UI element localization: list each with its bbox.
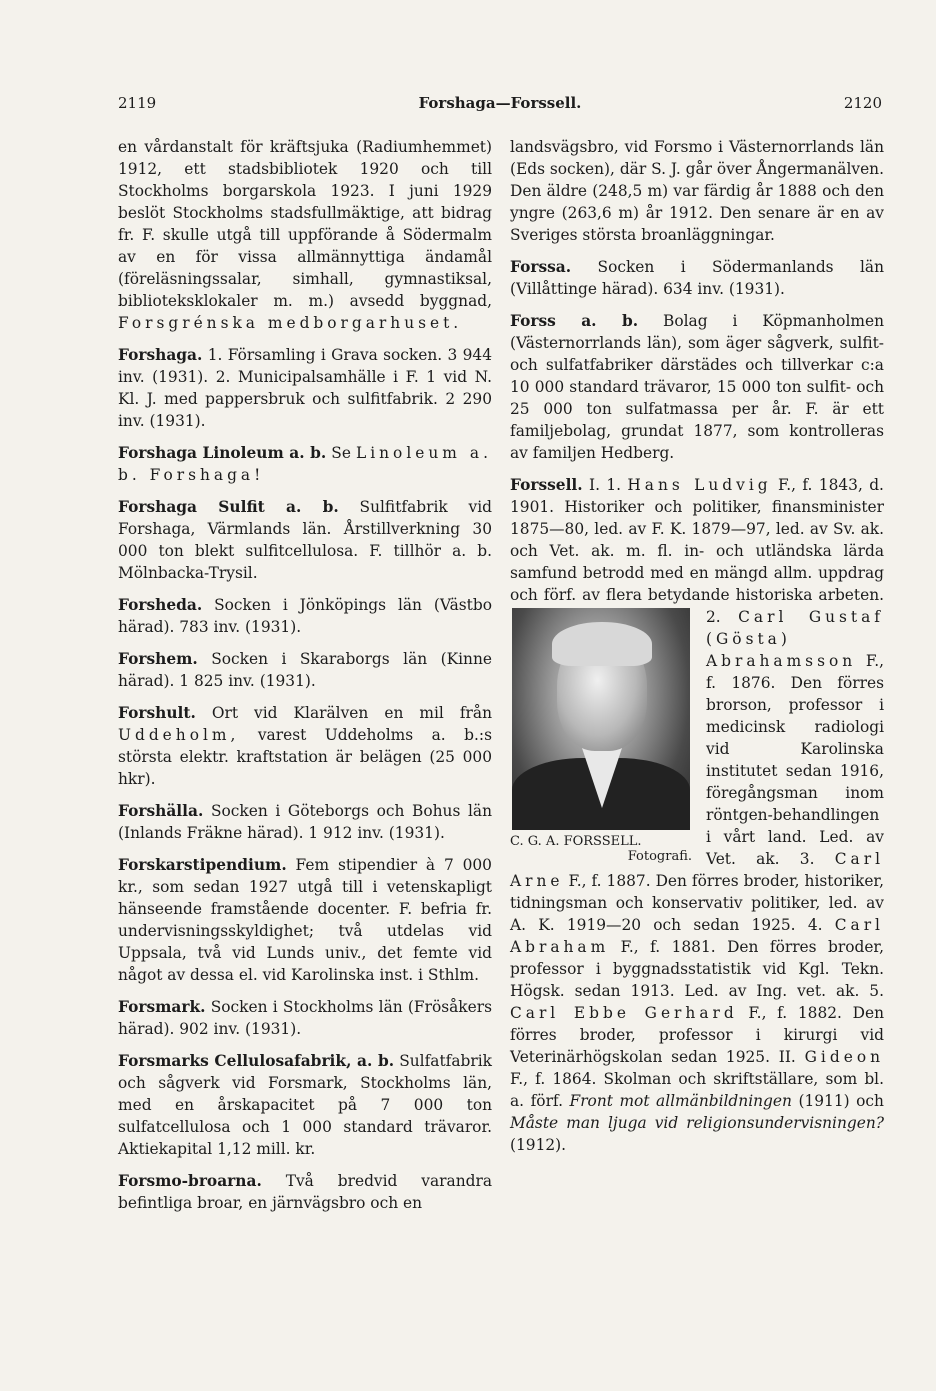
- entry-forsmo-broarna: Forsmo-broarna. Två bredvid varandra befintliga broar, en järnvägsbro och en: [118, 1172, 492, 1212]
- entry-forsmarks-cellulosafabrik: Forsmarks Cellulosafabrik, a. b. Sulfatfabrik och sågverk vid Forsmark, Stockholms län, med en årskapacitet på 7 000 ton sulfatcellulosa och 1 000 standard trävaror. Aktiekapital 1,12 mill. kr.: [118, 1052, 492, 1158]
- entry-forskarstipendium: Forskarstipendium. Fem stipendier à 7 000 kr., som sedan 1927 utgå till i vetenskapligt hänseende framstående docenter. F. befria fr. undervisningsskyldighet; två utdelas vid Uppsala, två vid Lunds univ., det femte vid något av dessa el. vid Karolinska inst. i Sthlm.: [118, 856, 492, 984]
- headword: Forsmo-broarna.: [118, 1172, 262, 1190]
- entry-forshaga-sulfit: Forshaga Sulfit a. b. Sulfitfabrik vid Forshaga, Värmlands län. Årstillverkning 30 000 ton blekt sulfitcellulosa. F. tillhör a. b. Mölnbacka-Trysil.: [118, 498, 492, 582]
- entry-forshaga-linoleum: Forshaga Linoleum a. b. Se Linoleum a. b. Forshaga!: [118, 444, 492, 484]
- entry-forsmark: Forsmark. Socken i Stockholms län (Frösåkers härad). 902 inv. (1931).: [118, 998, 492, 1038]
- headword: Forssell.: [510, 476, 583, 494]
- entry-forssell: Forssell. I. 1. Hans Ludvig F., f. 1843, d. 1901. Historiker och politiker, finansminister 1875—80, led. av F. K. 1879—97, led. av Sv. ak. och Vet. ak. m. fl. in- och utländska lärda samfund betrodd med en mängd allm. uppdrag och förf. av flera betydande historiska arbeten. 2. C. G. A. FORSSELL. Fotografi. Carl Gustaf (Gösta) Abrahamsson F., f. 1876. Den förres brorson, professor i medicinsk radiologi vid Karolinska institutet sedan 1916, föregångsman inom röntgen-behandlingen i vårt land. Led. av Vet. ak. 3. Carl Arne F., f. 1887. Den förres broder, historiker, tidningsman och konservativ politiker, led. av A. K. 1919—20 och sedan 1925. 4. Carl Abraham F., f. 1881. Den förres broder, professor i byggnadsstatistik vid Kgl. Tekn. Högsk. sedan 1913. Led. av Ing. vet. ak. 5. Carl Ebbe Gerhard F., f. 1882. Den förres broder, professor i kirurgi vid Veterinärhögskolan sedan 1925. II. Gideon F., f. 1864. Skolman och skriftställare, som bl. a. förf. Front mot allmänbildningen (1911) och Måste man ljuga vid religionsundervisningen? (1912).: [510, 476, 884, 1154]
- headword: Forsheda.: [118, 596, 203, 614]
- page-header: [118, 94, 882, 118]
- caption-name: C. G. A. FORSSELL.: [510, 834, 642, 849]
- entry-forshalla: Forshälla. Socken i Göteborgs och Bohus län (Inlands Fräkne härad). 1 912 inv. (1931).: [118, 802, 492, 842]
- headword: Forshult.: [118, 704, 196, 722]
- headword: Forshem.: [118, 650, 198, 668]
- entry-forshult: Forshult. Ort vid Klarälven en mil från Uddeholm, varest Uddeholms a. b.:s största elektr. kraftstation är belägen (25 000 hkr).: [118, 704, 492, 788]
- headword: Forshaga Sulfit a. b.: [118, 498, 339, 516]
- entry-forshaga: Forshaga. 1. Församling i Grava socken. 3 944 inv. (1931). 2. Municipalsamhälle i F. 1 vid N. Kl. J. med pappersbruk och sulfitfabrik. 2 290 inv. (1931).: [118, 346, 492, 430]
- entry-continuation: en vårdanstalt för kräftsjuka (Radiumhemmet) 1912, ett stadsbibliotek 1920 och till Stockholms borgarskola 1923. I juni 1929 beslöt Stockholms stadsfullmäktige, att bidrag fr. F. skulle utgå till uppförande å Södermalm av en för vissa allmännyttiga ändamål (föreläsningssalar, simhall, gymnastiksal, biblioteksklokaler m. m.) avsedd byggnad, Forsgrénska medborgarhuset.: [118, 138, 492, 332]
- entry-forshem: Forshem. Socken i Skaraborgs län (Kinne härad). 1 825 inv. (1931).: [118, 650, 492, 690]
- right-column: [510, 136, 884, 1166]
- portrait-figure: [510, 608, 696, 864]
- entry-continuation: landsvägsbro, vid Forsmo i Västernorrlands län (Eds socken), där S. J. går över Ångermanälven. Den äldre (248,5 m) var färdig år 1888 och den yngre (263,6 m) år 1912. Den senare är en av Sveriges största broanläggningar.: [510, 138, 884, 244]
- left-column: [118, 136, 492, 1224]
- portrait-caption: [510, 834, 696, 864]
- headword: Forss a. b.: [510, 312, 639, 330]
- entry-forss-ab: Forss a. b. Bolag i Köpmanholmen (Västernorrlands län), som äger sågverk, sulfit- och sulfatfabriker därstädes och tillverkar c:a 10 000 standard trävaror, 15 000 ton sulfit- och 25 000 ton sulfatmassa per år. F. är ett familjebolag, grundat 1877, som kontrolleras av familjen Hedberg.: [510, 312, 884, 462]
- headword: Forsmarks Cellulosafabrik, a. b.: [118, 1052, 395, 1070]
- headword: Forshaga.: [118, 346, 203, 364]
- headword: Forskarstipendium.: [118, 856, 287, 874]
- headword: Forshaga Linoleum a. b.: [118, 444, 327, 462]
- caption-credit: Fotografi.: [627, 849, 692, 864]
- portrait-photo: [512, 608, 690, 830]
- headword: Forsmark.: [118, 998, 206, 1016]
- entry-forsheda: Forsheda. Socken i Jönköpings län (Västbo härad). 783 inv. (1931).: [118, 596, 492, 636]
- headword: Forssa.: [510, 258, 572, 276]
- running-title: Forshaga—Forssell.: [418, 94, 582, 112]
- page-number-right: 2120: [843, 94, 882, 112]
- page-number-left: 2119: [118, 94, 157, 112]
- headword: Forshälla.: [118, 802, 204, 820]
- entry-forssa: Forssa. Socken i Södermanlands län (Villåttinge härad). 634 inv. (1931).: [510, 258, 884, 298]
